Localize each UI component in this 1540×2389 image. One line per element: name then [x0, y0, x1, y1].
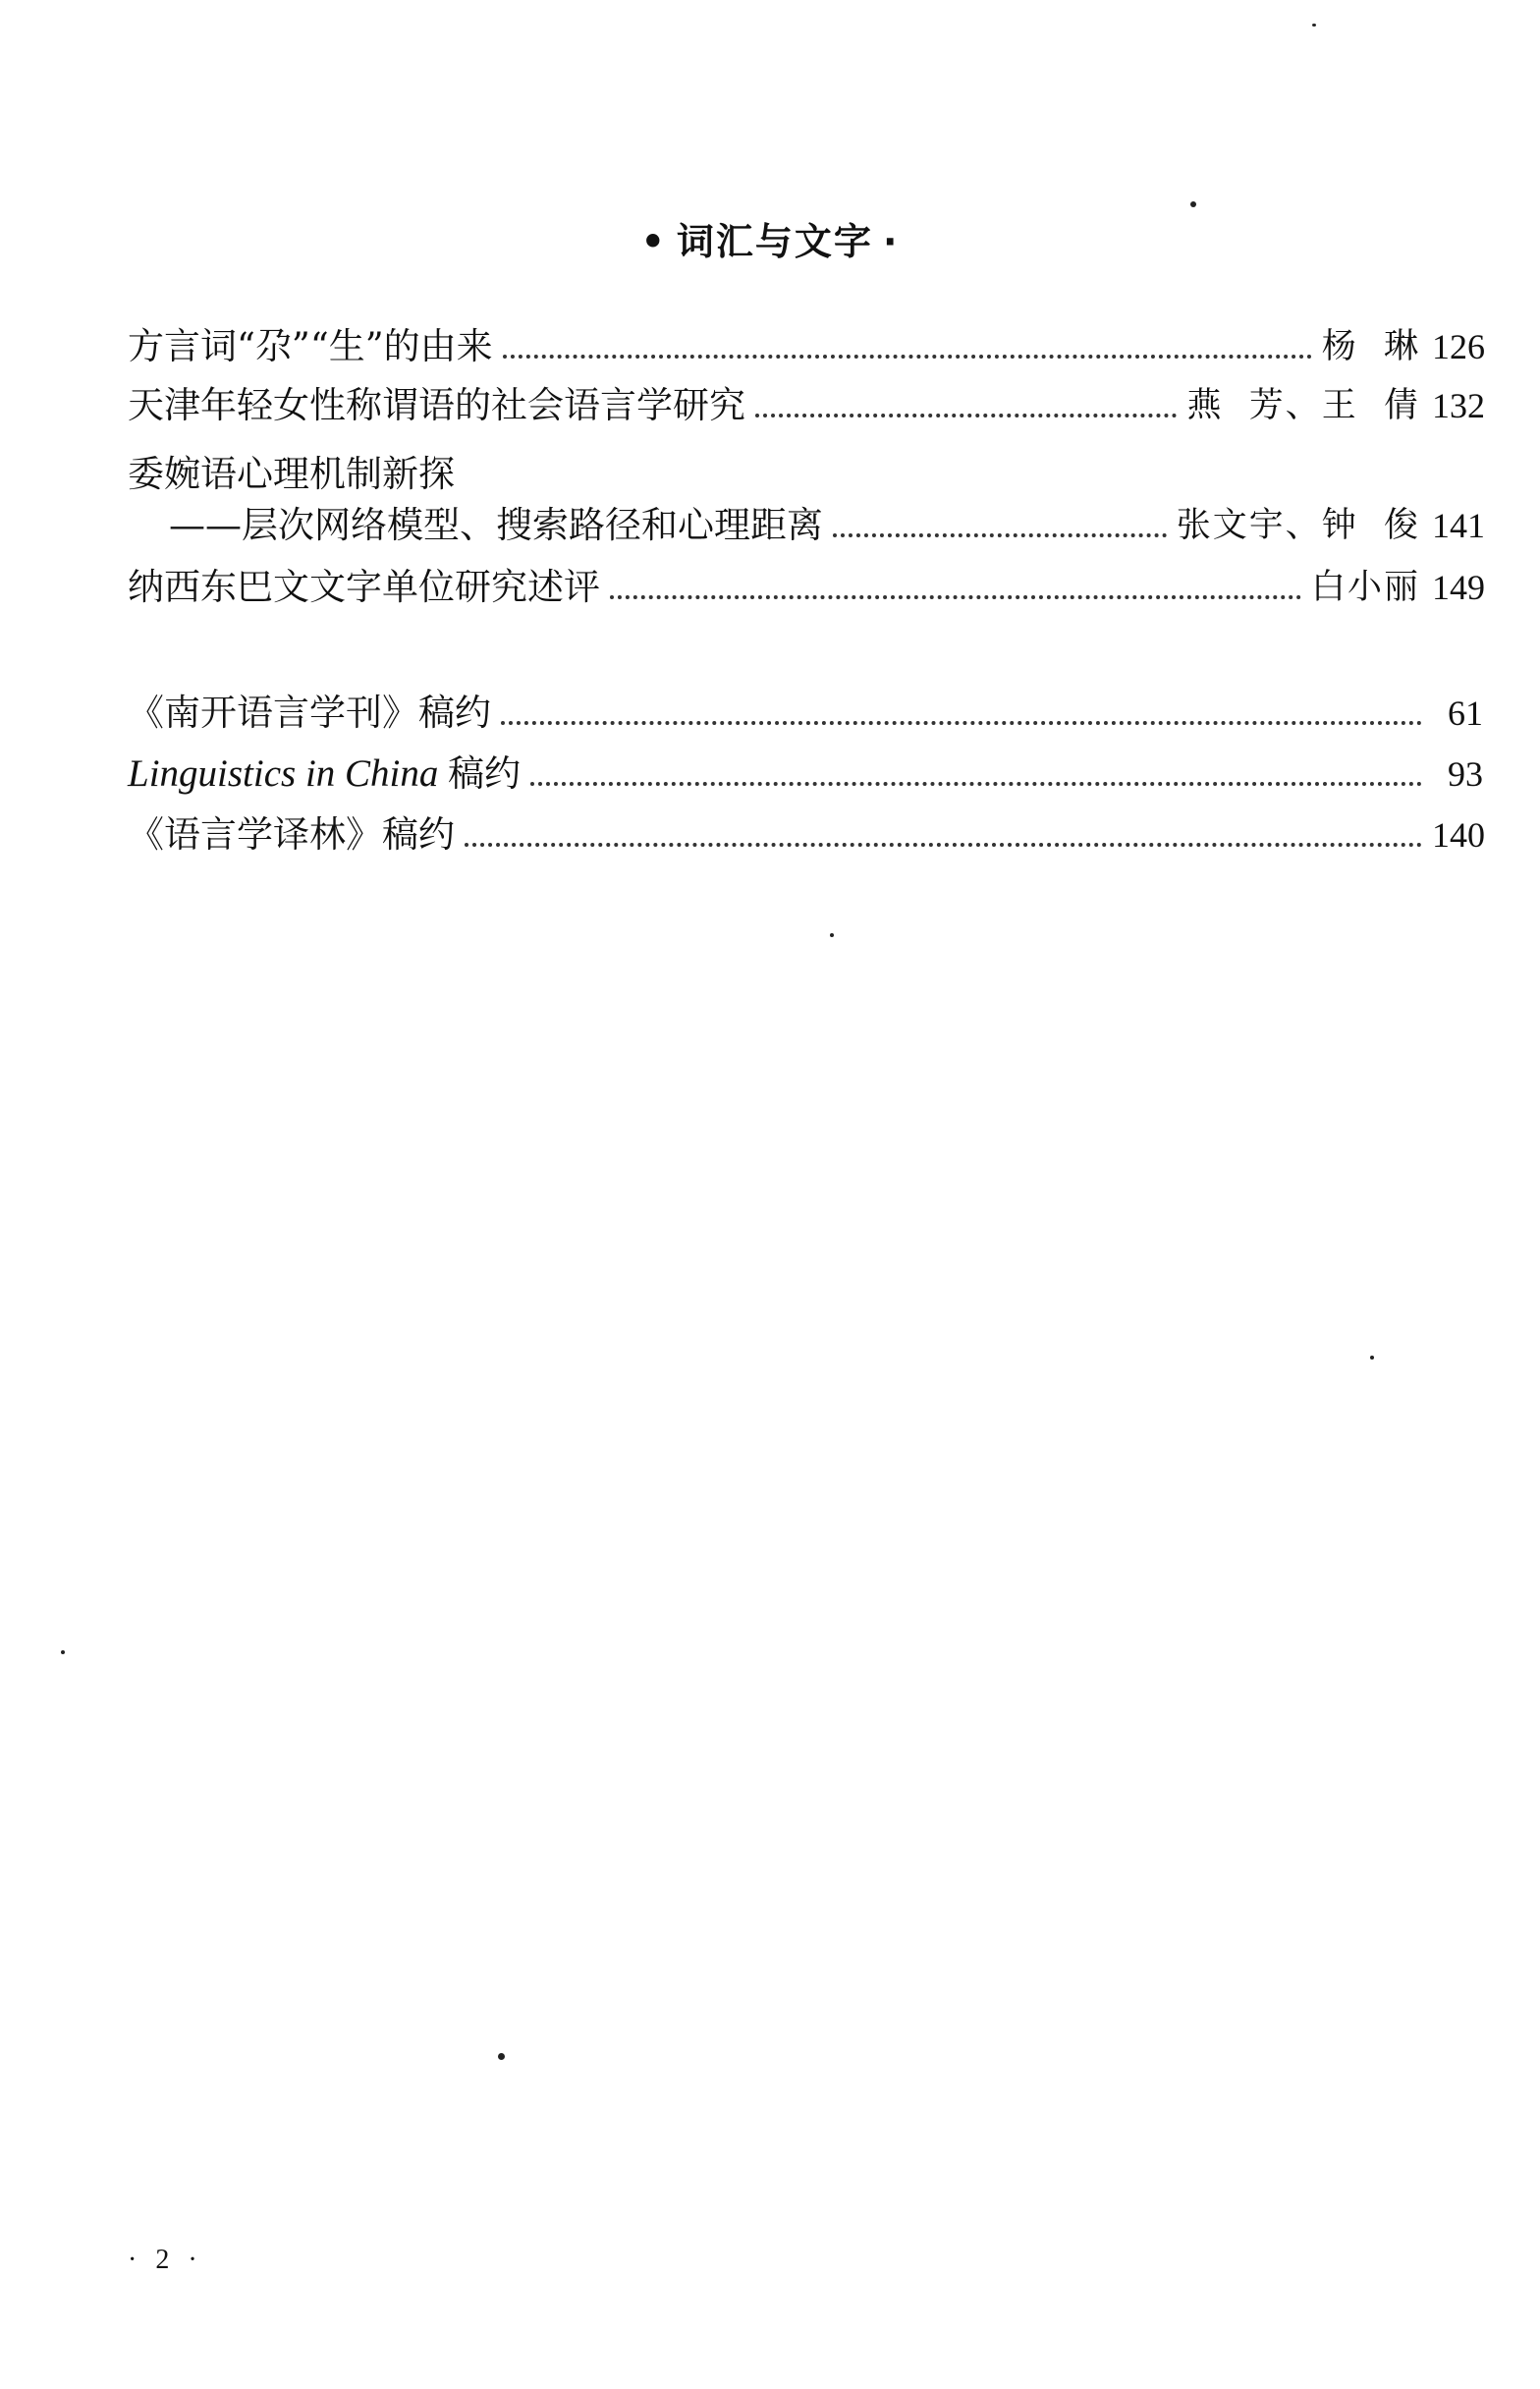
dot-leader — [465, 807, 1422, 862]
entry-page: 132 — [1432, 386, 1485, 425]
entry-subtitle: ——层次网络模型、搜索路径和心理距离 — [169, 504, 823, 546]
notice-page: 61 — [1448, 694, 1483, 733]
notice-page: 93 — [1448, 754, 1483, 794]
entry-title: 纳西东巴文文字单位研究述评 — [128, 566, 600, 608]
notice-title: 《语言学译林》稿约 — [128, 813, 455, 856]
entry-author: 张文宇、钟 俊 — [1176, 506, 1420, 545]
toc-entry[interactable] — [128, 447, 1483, 502]
notice-entry[interactable] — [128, 686, 1483, 741]
dot-leader — [501, 686, 1422, 741]
section-title: 词汇与文字 — [676, 220, 873, 263]
scan-speck — [61, 1650, 65, 1654]
entry-author: 白小丽 — [1310, 568, 1420, 607]
dot-leader — [755, 378, 1177, 433]
notice-title: 《南开语言学刊》稿约 — [128, 692, 491, 734]
entry-page: 126 — [1432, 327, 1485, 366]
dot-leader — [503, 319, 1312, 374]
entry-page: 141 — [1432, 506, 1485, 545]
entry-title: 天津年轻女性称谓语的社会语言学研究 — [128, 384, 745, 426]
entry-author: 杨 琳 — [1321, 327, 1420, 366]
notice-entry[interactable] — [128, 747, 1483, 802]
entry-title: 委婉语心理机制新探 — [128, 453, 455, 495]
section-heading — [0, 211, 1540, 265]
entry-author: 燕 芳、王 倩 — [1186, 386, 1420, 425]
entry-page: 149 — [1432, 568, 1485, 607]
page-number: · 2 · — [128, 2245, 203, 2275]
notice-title — [128, 747, 521, 802]
notice-entry[interactable] — [128, 807, 1483, 862]
dot-leader — [530, 747, 1422, 802]
scan-speck — [1190, 201, 1196, 207]
toc-entry[interactable] — [128, 378, 1483, 433]
dot-leader — [833, 498, 1167, 553]
scan-speck — [1312, 24, 1316, 27]
toc-entry[interactable] — [128, 560, 1483, 615]
notice-title-en: Linguistics in China — [128, 752, 439, 795]
scan-speck — [830, 933, 834, 937]
toc-entry[interactable] — [128, 319, 1483, 374]
scan-speck — [498, 2053, 505, 2060]
toc-entry-subtitle[interactable] — [128, 498, 1483, 553]
entry-title: 方言词“尕”“生”的由来 — [128, 325, 493, 367]
bullet-icon: · — [882, 220, 900, 263]
dot-leader — [610, 560, 1301, 615]
notice-page: 140 — [1432, 815, 1485, 855]
notice-title-cn: 稿约 — [448, 752, 522, 795]
scan-speck — [1370, 1356, 1374, 1360]
bullet-icon: • — [640, 220, 667, 263]
